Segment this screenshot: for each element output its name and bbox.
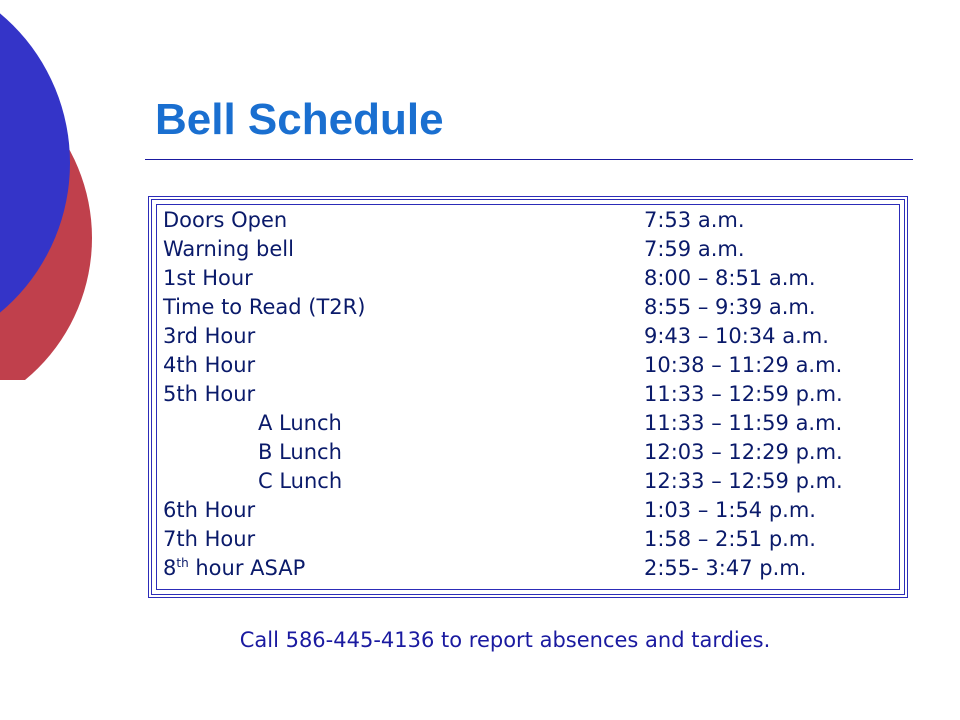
absence-phone-note: Call 586-445-4136 to report absences and tardies.	[239, 628, 771, 652]
slide-title: Bell Schedule	[155, 95, 444, 144]
schedule-label: A Lunch	[258, 411, 342, 435]
schedule-time: 9:43 – 10:34 a.m.	[644, 324, 829, 348]
schedule-time: 1:58 – 2:51 p.m.	[644, 527, 816, 551]
schedule-label: 4th Hour	[163, 353, 256, 377]
schedule-time: 2:55- 3:47 p.m.	[644, 556, 807, 580]
decorative-circles	[0, 0, 100, 380]
schedule-label: C Lunch	[258, 469, 343, 493]
schedule-label: 1st Hour	[163, 266, 253, 290]
schedule-time: 7:59 a.m.	[644, 237, 745, 261]
title-divider	[145, 159, 913, 160]
schedule-label: Time to Read (T2R)	[163, 295, 366, 319]
schedule-time: 11:33 – 12:59 p.m.	[644, 382, 843, 406]
schedule-box	[148, 196, 908, 598]
schedule-label: 5th Hour	[163, 382, 256, 406]
schedule-time: 11:33 – 11:59 a.m.	[644, 411, 843, 435]
schedule-time: 7:53 a.m.	[644, 208, 745, 232]
schedule-label: Doors Open	[163, 208, 288, 232]
schedule-label: 7th Hour	[163, 527, 256, 551]
schedule-label-number: 8	[163, 556, 177, 580]
schedule-label: 3rd Hour	[163, 324, 256, 348]
schedule-label-rest: hour ASAP	[188, 556, 306, 580]
schedule-label: Warning bell	[163, 237, 294, 261]
schedule-label-ordinal: th	[176, 556, 189, 570]
schedule-time: 12:33 – 12:59 p.m.	[644, 469, 843, 493]
schedule-label: 6th Hour	[163, 498, 256, 522]
schedule-time: 8:55 – 9:39 a.m.	[644, 295, 816, 319]
schedule-time: 1:03 – 1:54 p.m.	[644, 498, 816, 522]
schedule-time: 8:00 – 8:51 a.m.	[644, 266, 816, 290]
schedule-time: 12:03 – 12:29 p.m.	[644, 440, 843, 464]
schedule-time: 10:38 – 11:29 a.m.	[644, 353, 843, 377]
schedule-label	[163, 554, 305, 583]
schedule-label: B Lunch	[258, 440, 342, 464]
